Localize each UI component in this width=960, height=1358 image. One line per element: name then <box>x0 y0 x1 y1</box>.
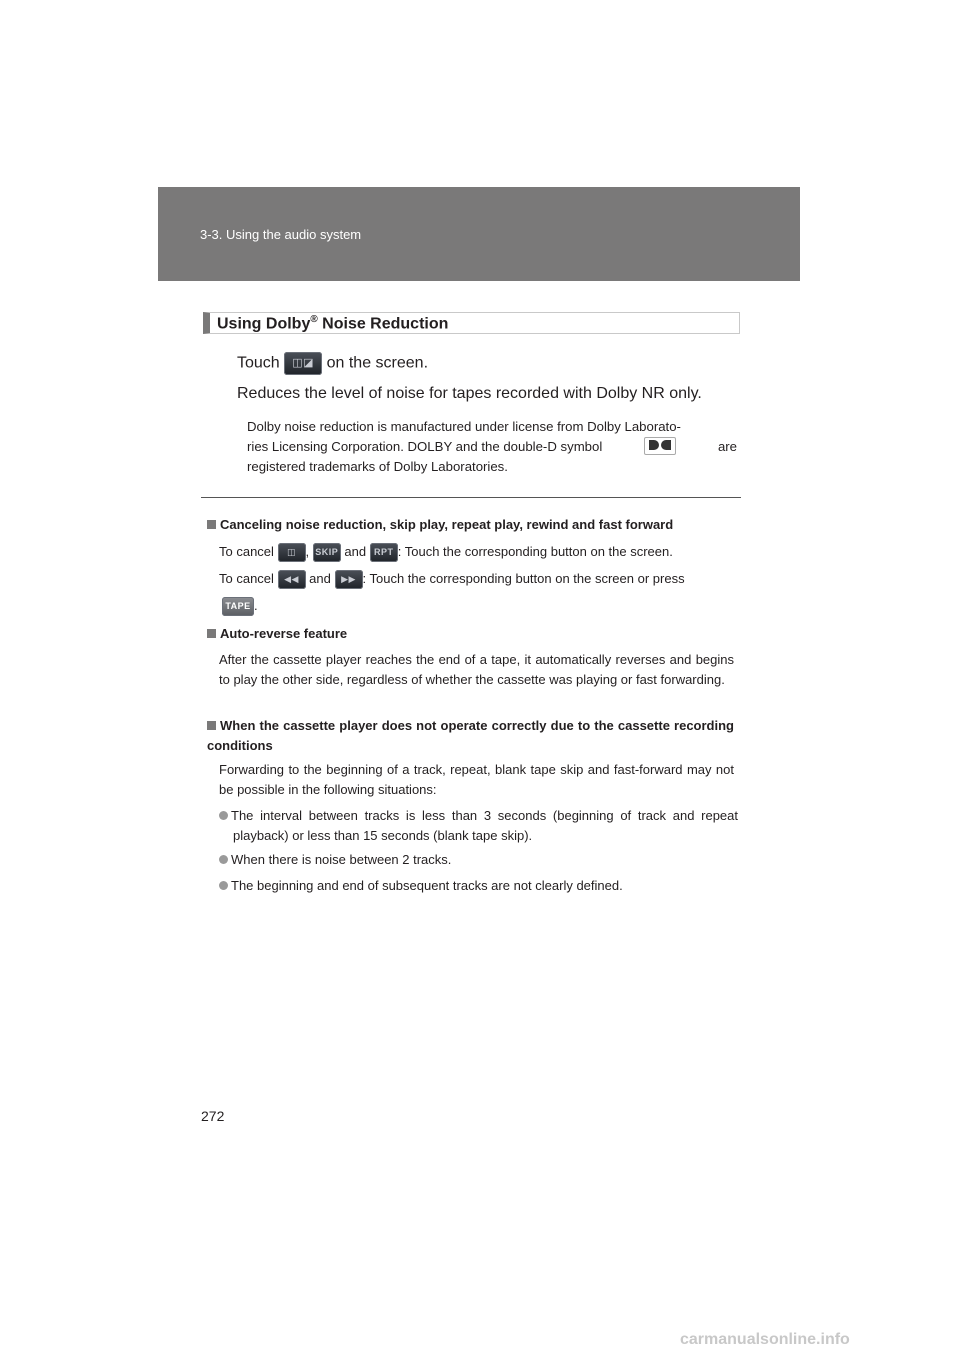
divider <box>201 497 741 498</box>
cancel-line1: To cancel ◫ , SKIP and RPT : Touch the corresponding button on the screen. <box>219 542 673 562</box>
skip-button-icon: SKIP <box>313 543 341 562</box>
header-band <box>158 187 800 281</box>
cassette-heading: When the cassette player does not operate correctly due to the cassette recording conditions <box>207 718 734 753</box>
bullet-dot-icon <box>219 811 228 820</box>
watermark: carmanualsonline.info <box>680 1331 850 1348</box>
cassette-bullet-3: The beginning and end of subsequent tracks are not clearly defined. <box>219 876 623 896</box>
rpt-button-icon: RPT <box>370 543 398 562</box>
cancel-line3: TAPE . <box>222 596 258 616</box>
cancel-line2: To cancel ◀◀ and ▶▶ : Touch the corresponding button on the screen or press <box>219 569 685 589</box>
dolby-note-line3: registered trademarks of Dolby Laboratories. <box>247 459 508 474</box>
tape-button-icon: TAPE <box>222 597 254 616</box>
fast-forward-button-icon: ▶▶ <box>335 570 363 589</box>
section-label: 3-3. Using the audio system <box>200 227 362 242</box>
bullet-dot-icon <box>219 855 228 864</box>
dolby-small-button-icon: ◫ <box>278 543 306 562</box>
section-title-text: Using Dolby® Noise Reduction <box>217 314 449 333</box>
dolby-note-line1: Dolby noise reduction is manufactured under license from Dolby Laborato- <box>247 419 681 434</box>
auto-reverse-heading: Auto-reverse feature <box>207 626 347 641</box>
double-d-symbol-icon <box>644 437 676 455</box>
dolby-button-icon: ◫◪ <box>284 352 322 375</box>
touch-instruction: Touch ◫◪ on the screen. <box>237 352 428 375</box>
reduces-text: Reduces the level of noise for tapes recorded with Dolby NR only. <box>237 385 702 402</box>
square-bullet-icon <box>207 721 216 730</box>
section-title <box>203 312 740 334</box>
cassette-text: Forwarding to the beginning of a track, repeat, blank tape skip and fast-forward may not be possible in the following situations: <box>219 762 734 797</box>
cassette-bullet-1: The interval between tracks is less than 3 seconds (beginning of track and repeat playback) or less than 15 seconds (blank tape skip). <box>219 806 738 845</box>
rewind-button-icon: ◀◀ <box>278 570 306 589</box>
auto-reverse-text: After the cassette player reaches the end of a tape, it automatically reverses and begins to play the other side, regardless of whether the cassette was playing or fast forwarding. <box>219 652 734 687</box>
cassette-bullet-2: When there is noise between 2 tracks. <box>219 850 451 870</box>
square-bullet-icon <box>207 629 216 638</box>
square-bullet-icon <box>207 520 216 529</box>
bullet-dot-icon <box>219 881 228 890</box>
page-number: 272 <box>201 1108 225 1124</box>
dolby-note-line2: ries Licensing Corporation. DOLBY and the double-D symbol are <box>247 439 737 454</box>
cancel-heading: Canceling noise reduction, skip play, repeat play, rewind and fast forward <box>207 517 673 532</box>
